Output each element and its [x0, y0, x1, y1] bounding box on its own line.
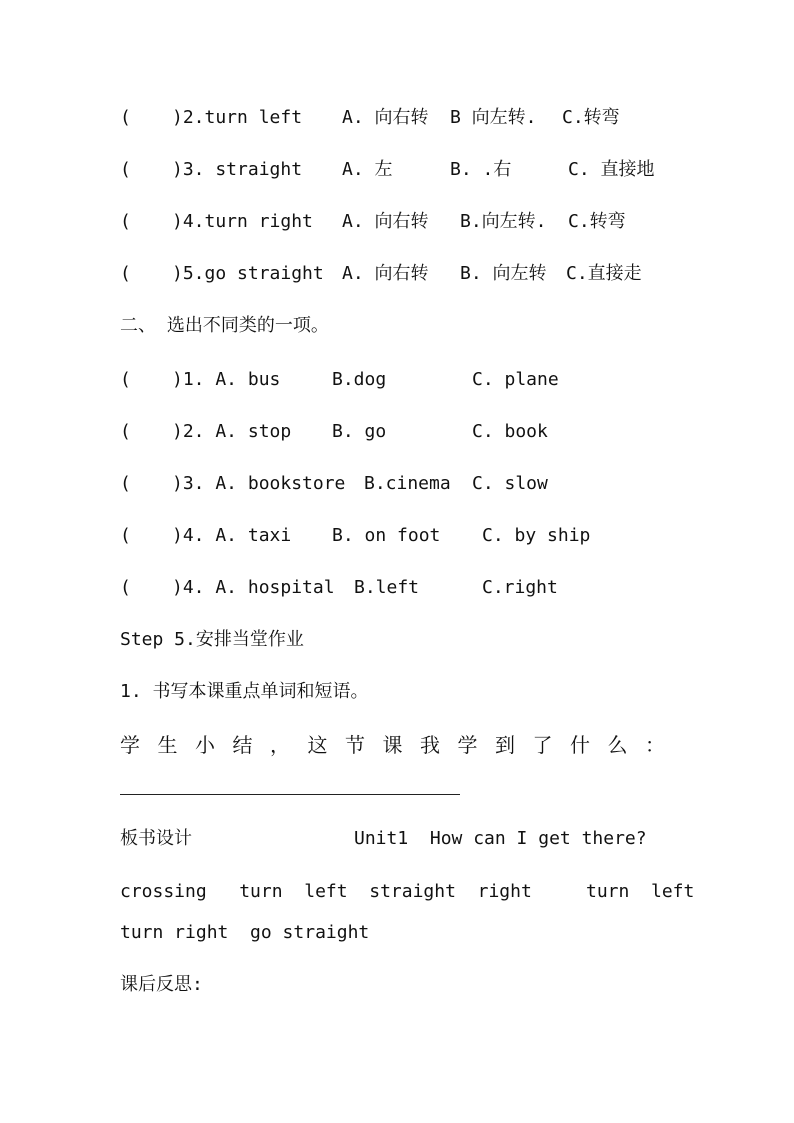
- summary-char: 么: [607, 733, 628, 757]
- option-c: C.right: [482, 577, 558, 598]
- answer-paren: (: [120, 369, 131, 390]
- board-words-line: crossing turn left straight right turn left: [120, 881, 695, 902]
- answer-paren: (: [120, 473, 131, 494]
- question-text: )4. A. hospital: [172, 577, 335, 598]
- answer-paren: (: [120, 577, 131, 598]
- option-b: B.dog: [332, 369, 387, 390]
- question-text: )3. straight: [172, 159, 303, 180]
- question-text: )2. A. stop: [172, 421, 292, 442]
- option-a: A. 左: [342, 159, 393, 180]
- summary-char: ，: [270, 733, 290, 757]
- option-c: C.直接走: [566, 263, 642, 284]
- question-text: )1. A. bus: [172, 369, 281, 390]
- exercise-row: [120, 576, 558, 600]
- option-c: C. 直接地: [568, 159, 655, 180]
- option-c: C. slow: [472, 473, 548, 494]
- option-c: C.转弯: [568, 211, 626, 232]
- answer-paren: (: [120, 263, 131, 284]
- answer-paren: (: [120, 159, 131, 180]
- answer-paren: (: [120, 107, 131, 128]
- option-b: B. on foot: [332, 525, 441, 546]
- answer-blank-line: [120, 794, 460, 795]
- student-summary-prompt: [120, 732, 665, 758]
- option-c: C. plane: [472, 369, 559, 390]
- option-a: A. 向右转: [342, 263, 429, 284]
- question-text: )5.go straight: [172, 263, 324, 284]
- option-a: A. 向右转: [342, 211, 429, 232]
- summary-char: 小: [195, 733, 215, 757]
- exercise-row: [120, 420, 548, 444]
- reflection-label: 课后反思:: [120, 974, 203, 995]
- summary-char: 这: [307, 733, 328, 757]
- board-design-label: 板书设计: [120, 828, 192, 849]
- option-c: C.转弯: [562, 107, 620, 128]
- board-design-row: [120, 827, 680, 851]
- summary-char: 了: [532, 733, 553, 757]
- exercise-row: [120, 262, 642, 286]
- summary-char: 生: [157, 733, 178, 757]
- option-a: A. 向右转: [342, 107, 429, 128]
- homework-task: 1. 书写本课重点单词和短语。: [120, 681, 369, 702]
- option-b: B.left: [354, 577, 420, 598]
- summary-char: 我: [420, 733, 440, 757]
- summary-char: 学: [457, 733, 478, 757]
- answer-paren: (: [120, 525, 131, 546]
- summary-char: 结: [232, 733, 253, 757]
- question-text: )3. A. bookstore: [172, 473, 346, 494]
- question-text: )4. A. taxi: [172, 525, 292, 546]
- exercise-row: [120, 472, 548, 496]
- option-b: B. go: [332, 421, 387, 442]
- exercise-row: [120, 158, 655, 182]
- summary-char: 到: [495, 733, 515, 757]
- option-b: B. .右: [450, 159, 512, 180]
- option-c: C. book: [472, 421, 548, 442]
- option-c: C. by ship: [482, 525, 591, 546]
- question-text: )4.turn right: [172, 211, 313, 232]
- board-words-line: turn right go straight: [120, 922, 370, 943]
- option-b: B.cinema: [364, 473, 451, 494]
- summary-char: 什: [570, 733, 590, 757]
- summary-char: ：: [645, 733, 665, 757]
- summary-char: 学: [120, 733, 140, 757]
- answer-paren: (: [120, 211, 131, 232]
- answer-paren: (: [120, 421, 131, 442]
- question-text: )2.turn left: [172, 107, 303, 128]
- option-b: B.向左转.: [460, 211, 547, 232]
- option-b: B 向左转.: [450, 107, 537, 128]
- summary-char: 节: [345, 733, 365, 757]
- exercise-row: [120, 368, 559, 392]
- step-title: Step 5.安排当堂作业: [120, 629, 304, 650]
- option-b: B. 向左转: [460, 263, 547, 284]
- exercise-row: [120, 524, 591, 548]
- exercise-row: [120, 106, 620, 130]
- unit-title: Unit1 How can I get there?: [354, 828, 647, 849]
- section-heading: 二、 选出不同类的一项。: [120, 315, 329, 336]
- summary-char: 课: [382, 733, 403, 757]
- exercise-row: [120, 210, 626, 234]
